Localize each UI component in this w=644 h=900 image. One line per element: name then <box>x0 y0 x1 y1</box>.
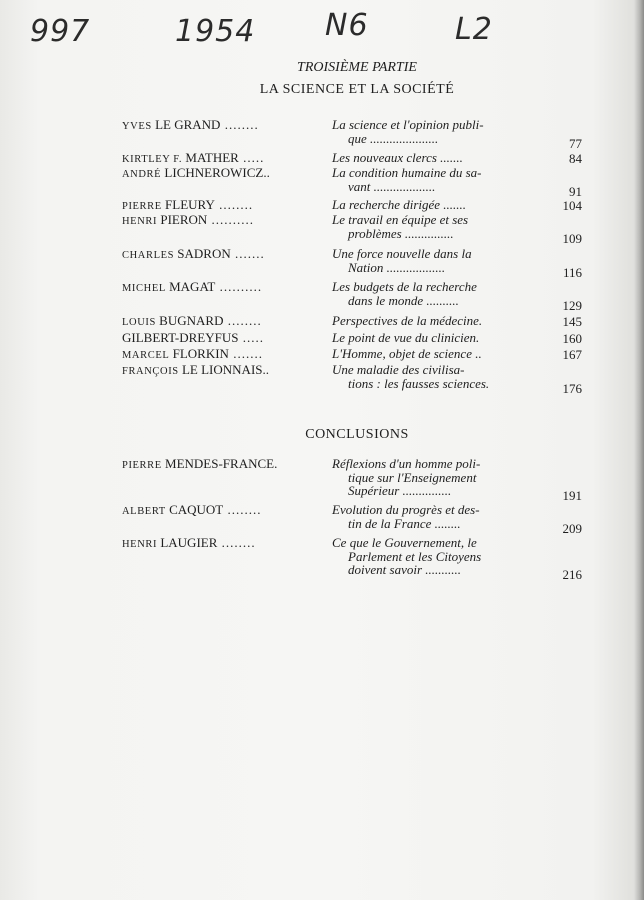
entry-page-number: 104 <box>562 198 582 213</box>
entry-title-line: La condition humaine du sa- <box>332 165 482 180</box>
handwritten-number: 997 <box>30 14 91 49</box>
author-last-name: PIERON <box>160 212 208 227</box>
author-last-name: LICHNEROWICZ.. <box>164 165 270 180</box>
author-last-name: MAGAT <box>169 279 216 294</box>
author-last-name: CAQUOT <box>169 502 224 517</box>
author-last-name: LE GRAND <box>155 117 221 132</box>
author-first-name: PIERRE <box>122 460 162 471</box>
entry-title-line: dans le monde .......... <box>348 292 459 308</box>
author-first-name: HENRI <box>122 539 158 550</box>
entry-page-number: 145 <box>562 314 582 329</box>
author-first-name: MARCEL <box>122 350 170 361</box>
entry-author <box>122 535 256 551</box>
entry-author <box>122 212 254 228</box>
entry-author <box>122 502 261 518</box>
entry-page-number: 116 <box>562 264 582 280</box>
author-last-name: MATHER <box>185 150 239 165</box>
part-title: LA SCIENCE ET LA SOCIÉTÉ <box>259 82 455 97</box>
entry-author <box>122 117 259 133</box>
author-leader-dots: ........ <box>223 313 262 328</box>
entry-title-line: L'Homme, objet de science .. <box>332 346 482 361</box>
entry-title-line: Parlement et les Citoyens <box>348 548 482 564</box>
author-first-name: ALBERT <box>122 506 166 517</box>
author-leader-dots: ....... <box>228 346 263 361</box>
page-edge-shadow <box>634 0 644 900</box>
author-first-name: ANDRÉ <box>122 169 162 180</box>
author-last-name: FLEURY <box>165 197 215 212</box>
author-leader-dots: ........ <box>220 117 259 132</box>
entry-title-line: Les budgets de la recherche <box>332 279 477 294</box>
author-last-name: BUGNARD <box>159 313 224 328</box>
author-last-name: LE LIONNAIS.. <box>181 362 269 377</box>
entry-title-line: tions : les fausses sciences. <box>348 375 490 391</box>
entry-page-number: 160 <box>562 331 582 346</box>
entry-page-number: 91 <box>569 183 582 199</box>
entry-title-line: Evolution du progrès et des- <box>332 502 480 517</box>
entry-page-number: 109 <box>562 230 582 246</box>
author-leader-dots: .......... <box>207 212 255 227</box>
author-leader-dots: ........ <box>214 197 254 212</box>
entry-title-line: Une maladie des civilisa- <box>332 362 465 377</box>
entry-page-number: 129 <box>562 297 582 313</box>
author-leader-dots: ........ <box>223 502 262 517</box>
entry-page-number: 84 <box>569 151 582 166</box>
author-first-name: YVES <box>122 121 152 132</box>
author-last-name: MENDES-FRANCE. <box>165 456 278 471</box>
entry-title-line: Une force nouvelle dans la <box>332 246 472 261</box>
entry-title-line: Perspectives de la médecine. <box>332 313 483 328</box>
author-leader-dots: ..... <box>238 150 265 165</box>
entry-page-number: 167 <box>562 347 582 362</box>
entry-title-line: Le point de vue du clinicien. <box>332 330 480 345</box>
entry-author <box>122 313 262 329</box>
entry-title-line: vant ................... <box>348 178 436 194</box>
entry-title-line: Ce que le Gouvernement, le <box>332 535 477 550</box>
author-leader-dots: .......... <box>215 279 263 294</box>
entry-author <box>122 346 263 362</box>
handwritten-year: 1954 <box>175 14 256 49</box>
entry-author <box>122 246 265 262</box>
entry-title-line: tique sur l'Enseignement <box>348 469 477 485</box>
entry-title-line: Nation .................. <box>348 259 446 275</box>
handwritten-code: L2 <box>455 12 493 47</box>
entry-title-line: La science et l'opinion publi- <box>332 117 484 132</box>
entry-page-number: 176 <box>562 380 582 396</box>
author-first-name: KIRTLEY F. <box>122 154 183 165</box>
entry-author <box>122 150 264 166</box>
conclusions-title: CONCLUSIONS <box>305 427 409 442</box>
author-last-name: SADRON <box>177 246 231 261</box>
entry-title-line: Les nouveaux clercs ....... <box>332 150 463 165</box>
entry-title-line: La recherche dirigée ....... <box>332 197 467 212</box>
entry-title-line: tin de la France ........ <box>348 515 461 531</box>
author-leader-dots: ..... <box>238 330 264 345</box>
author-first-name: HENRI <box>122 216 158 227</box>
entry-author <box>122 165 270 181</box>
part-label: TROISIÈME PARTIE <box>297 60 417 75</box>
author-leader-dots: ....... <box>230 246 265 261</box>
entry-title-line: Supérieur ............... <box>348 483 452 499</box>
author-first-name: MICHEL <box>122 283 166 294</box>
entry-title-line: que ..................... <box>348 130 439 146</box>
entry-page-number: 209 <box>562 520 582 536</box>
author-leader-dots: ........ <box>217 535 256 550</box>
entry-title-line: Le travail en équipe et ses <box>332 212 469 227</box>
entry-page-number: 216 <box>562 567 582 583</box>
author-last-name: FLORKIN <box>172 346 229 361</box>
entry-title-line: problèmes ............... <box>348 225 454 241</box>
entry-author <box>122 362 269 378</box>
handwritten-issue: N6 <box>325 8 369 43</box>
entry-author <box>122 197 253 213</box>
entry-page-number: 191 <box>562 488 582 504</box>
author-first-name: CHARLES <box>122 250 175 261</box>
entry-title-line: doivent savoir ........... <box>348 562 462 578</box>
author-last-name: LAUGIER <box>160 535 218 550</box>
entry-author <box>122 279 262 295</box>
entry-title-line: Réflexions d'un homme poli- <box>332 456 481 471</box>
author-last-name: GILBERT-DREYFUS <box>122 330 239 345</box>
author-first-name: PIERRE <box>122 201 162 212</box>
author-first-name: FRANÇOIS <box>122 366 179 377</box>
entry-author <box>122 456 277 472</box>
entry-author <box>122 330 264 346</box>
entry-page-number: 77 <box>569 135 582 151</box>
author-first-name: LOUIS <box>122 317 156 328</box>
